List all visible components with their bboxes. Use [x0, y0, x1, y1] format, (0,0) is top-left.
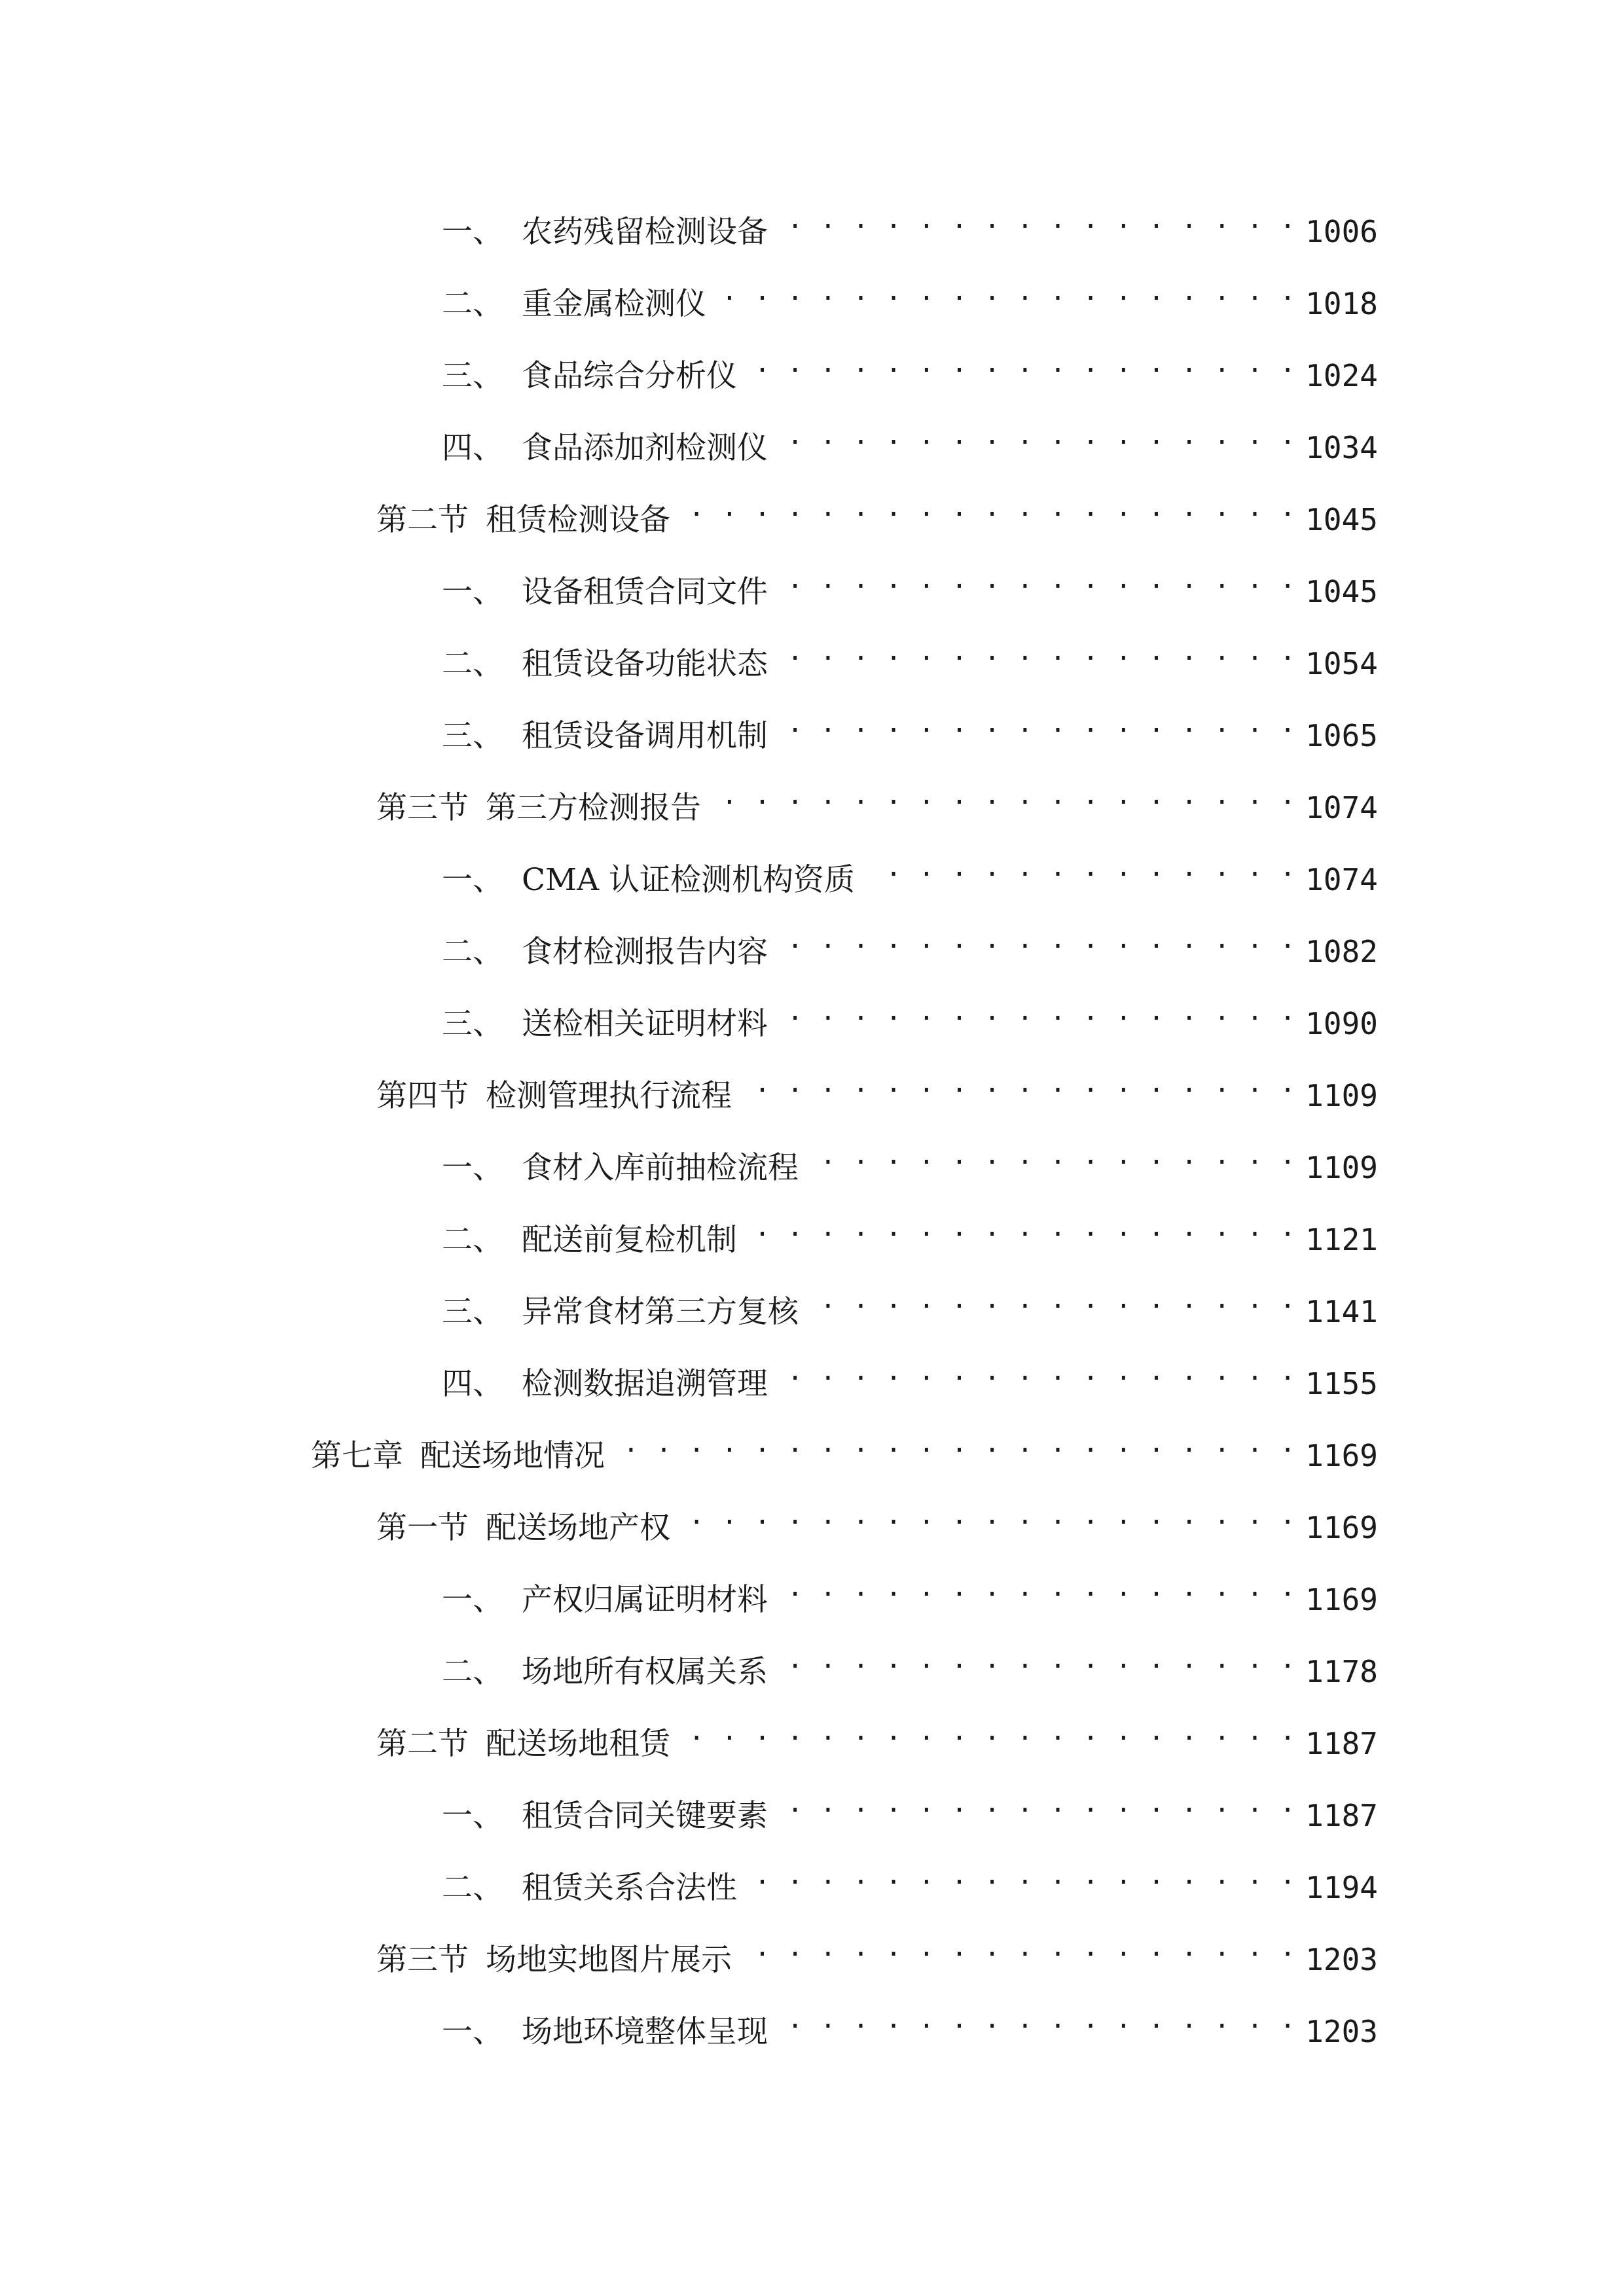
toc-entry-number: 第七章 — [311, 1438, 403, 1474]
toc-entry-title: 食品添加剂检测仪 — [522, 430, 768, 466]
toc-entry[interactable] — [442, 268, 1378, 322]
toc-leader-dots — [776, 196, 1296, 242]
toc-leader-dots — [776, 628, 1296, 674]
toc-entry-number: 四、 — [442, 430, 503, 466]
toc-entry-number: 第四节 — [376, 1078, 469, 1114]
toc-entry-title: 租赁关系合法性 — [522, 1870, 737, 1906]
toc-entry[interactable] — [442, 1636, 1378, 1690]
toc-entry[interactable] — [376, 1924, 1378, 1978]
toc-entry[interactable] — [442, 700, 1378, 754]
toc-leader-dots — [776, 1996, 1296, 2042]
toc-leader-dots — [806, 1276, 1296, 1322]
toc-leader-dots — [745, 1852, 1296, 1898]
toc-entry-number: 三、 — [442, 718, 503, 754]
toc-entry-title: 配送场地产权 — [486, 1510, 670, 1546]
toc-entry-number: 第二节 — [376, 502, 469, 538]
toc-entry-number: 一、 — [442, 1150, 503, 1186]
toc-entry-page: 1155 — [1305, 1366, 1378, 1401]
toc-entry-page: 1045 — [1305, 574, 1378, 609]
toc-entry-number: 一、 — [442, 1798, 503, 1834]
toc-entry[interactable] — [311, 1420, 1378, 1474]
toc-leader-dots — [776, 988, 1296, 1034]
toc-leader-dots — [740, 1060, 1296, 1106]
toc-entry-page: 1141 — [1305, 1294, 1378, 1329]
toc-entry-page: 1082 — [1305, 934, 1378, 969]
toc-entry-title: 配送场地租赁 — [486, 1726, 670, 1762]
toc-entry[interactable] — [376, 772, 1378, 826]
toc-entry-number: 三、 — [442, 1006, 503, 1042]
toc-entry-number: 二、 — [442, 646, 503, 682]
toc-entry-title: 异常食材第三方复核 — [522, 1294, 799, 1330]
toc-entry-number: 三、 — [442, 1294, 503, 1330]
toc-entry-title: 租赁合同关键要素 — [522, 1798, 768, 1834]
toc-entry-number: 一、 — [442, 214, 503, 250]
toc-entry-number: 第二节 — [376, 1726, 469, 1762]
toc-leader-dots — [776, 1636, 1296, 1682]
toc-leader-dots — [613, 1420, 1296, 1466]
toc-entry[interactable] — [442, 1852, 1378, 1906]
toc-leader-dots — [714, 268, 1296, 314]
toc-leader-dots — [678, 1492, 1296, 1538]
toc-entry-number: 二、 — [442, 934, 503, 970]
toc-entry-page: 1090 — [1305, 1006, 1378, 1041]
toc-entry[interactable] — [376, 484, 1378, 538]
toc-leader-dots — [776, 916, 1296, 962]
toc-entry-title: 产权归属证明材料 — [522, 1582, 768, 1618]
toc-entry-page: 1203 — [1305, 1942, 1378, 1977]
toc-entry-page: 1109 — [1305, 1150, 1378, 1185]
toc-entry-title: 检测管理执行流程 — [486, 1078, 732, 1114]
toc-leader-dots — [745, 1204, 1296, 1250]
toc-entry[interactable] — [442, 916, 1378, 970]
toc-entry-title: 食材检测报告内容 — [522, 934, 768, 970]
toc-entry-number: 三、 — [442, 358, 503, 394]
toc-leader-dots — [776, 1780, 1296, 1826]
toc-entry[interactable] — [442, 1348, 1378, 1402]
toc-entry-page: 1187 — [1305, 1798, 1378, 1833]
toc-entry-page: 1024 — [1305, 358, 1378, 393]
toc-entry-title: 送检相关证明材料 — [522, 1006, 768, 1042]
toc-entry[interactable] — [376, 1708, 1378, 1762]
toc-entry-title: 重金属检测仪 — [522, 286, 706, 322]
toc-entry[interactable] — [442, 1276, 1378, 1330]
toc-entry[interactable] — [442, 1204, 1378, 1258]
toc-entry-title: 场地实地图片展示 — [486, 1942, 732, 1978]
toc-entry-page: 1178 — [1305, 1654, 1378, 1689]
toc-entry[interactable] — [442, 340, 1378, 394]
toc-entry-page: 1034 — [1305, 430, 1378, 465]
toc-leader-dots — [678, 484, 1296, 530]
toc-entry-page: 1054 — [1305, 646, 1378, 681]
toc-leader-dots — [806, 1132, 1296, 1178]
toc-entry[interactable] — [442, 1996, 1378, 2050]
toc-entry[interactable] — [442, 556, 1378, 610]
toc-entry-page: 1018 — [1305, 286, 1378, 321]
toc-entry-title: CMA 认证检测机构资质 — [522, 862, 855, 898]
toc-entry-title: 租赁设备功能状态 — [522, 646, 768, 682]
toc-entry-title: 食材入库前抽检流程 — [522, 1150, 799, 1186]
toc-entry-number: 二、 — [442, 1654, 503, 1690]
toc-entry-title: 食品综合分析仪 — [522, 358, 737, 394]
toc-entry-page: 1169 — [1305, 1510, 1378, 1545]
toc-entry-page: 1109 — [1305, 1078, 1378, 1113]
toc-entry[interactable] — [442, 1132, 1378, 1186]
toc-entry-number: 一、 — [442, 574, 503, 610]
toc-entry-number: 一、 — [442, 862, 503, 898]
toc-entry[interactable] — [442, 196, 1378, 250]
toc-entry[interactable] — [376, 1492, 1378, 1546]
toc-entry-page: 1121 — [1305, 1222, 1378, 1257]
toc-entry-title: 检测数据追溯管理 — [522, 1366, 768, 1402]
toc-entry[interactable] — [442, 844, 1378, 898]
toc-entry-title: 配送场地情况 — [420, 1438, 605, 1474]
toc-entry[interactable] — [442, 988, 1378, 1042]
toc-leader-dots — [863, 844, 1296, 890]
toc-entry-page: 1169 — [1305, 1582, 1378, 1617]
toc-entry-number: 第一节 — [376, 1510, 469, 1546]
toc-entry-title: 场地所有权属关系 — [522, 1654, 768, 1690]
toc-entry[interactable] — [376, 1060, 1378, 1114]
toc-entry-page: 1065 — [1305, 718, 1378, 753]
toc-entry-page: 1074 — [1305, 862, 1378, 897]
toc-entry-page: 1006 — [1305, 214, 1378, 249]
toc-entry-page: 1074 — [1305, 790, 1378, 825]
toc-entry-page: 1203 — [1305, 2014, 1378, 2049]
toc-entry[interactable] — [442, 412, 1378, 466]
toc-entry-number: 二、 — [442, 1870, 503, 1906]
toc-entry-title: 场地环境整体呈现 — [522, 2014, 768, 2050]
toc-entry-page: 1045 — [1305, 502, 1378, 537]
toc-leader-dots — [776, 556, 1296, 602]
toc-leader-dots — [709, 772, 1296, 818]
toc-entry[interactable] — [442, 628, 1378, 682]
toc-entry[interactable] — [442, 1564, 1378, 1618]
toc-entry-number: 第三节 — [376, 1942, 469, 1978]
toc-entry-number: 一、 — [442, 1582, 503, 1618]
toc-leader-dots — [776, 1564, 1296, 1610]
toc-entry-number: 二、 — [442, 1222, 503, 1258]
toc-entry-title: 第三方检测报告 — [486, 790, 701, 826]
toc-entry-title: 租赁设备调用机制 — [522, 718, 768, 754]
toc-entry-title: 设备租赁合同文件 — [522, 574, 768, 610]
toc-entry-page: 1194 — [1305, 1870, 1378, 1905]
toc-entry-number: 四、 — [442, 1366, 503, 1402]
toc-entry-title: 租赁检测设备 — [486, 502, 670, 538]
toc-entry-page: 1187 — [1305, 1726, 1378, 1761]
toc-leader-dots — [776, 412, 1296, 458]
toc-entry-page: 1169 — [1305, 1438, 1378, 1473]
toc-leader-dots — [776, 700, 1296, 746]
toc-entry-title: 农药残留检测设备 — [522, 214, 768, 250]
toc-entry[interactable] — [442, 1780, 1378, 1834]
toc-leader-dots — [740, 1924, 1296, 1970]
toc-entry-number: 一、 — [442, 2014, 503, 2050]
toc-leader-dots — [678, 1708, 1296, 1754]
toc-entry-title: 配送前复检机制 — [522, 1222, 737, 1258]
toc-leader-dots — [745, 340, 1296, 386]
toc-entry-number: 二、 — [442, 286, 503, 322]
toc-entry-number: 第三节 — [376, 790, 469, 826]
toc-leader-dots — [776, 1348, 1296, 1394]
